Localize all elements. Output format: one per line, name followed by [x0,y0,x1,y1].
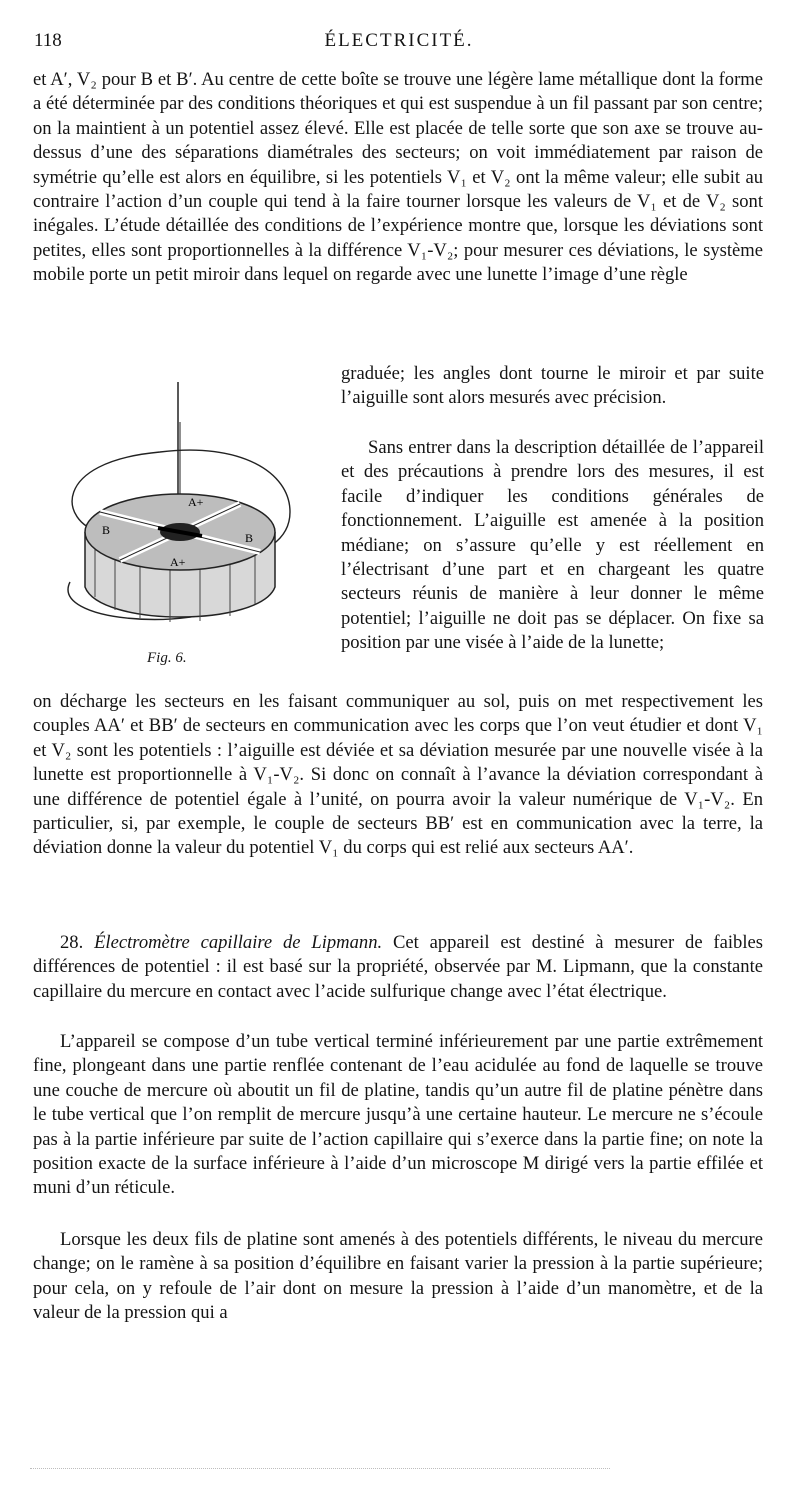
section-title: Électromètre capillaire de Lipmann. [94,932,383,953]
section-text: Cet appareil est destiné à mesurer de faibles différences de potentiel : il est basé sur la propriété, observée par M. Lipmann, que la constante capillaire du mercure en contact avec l’acide sulfurique change avec l’état électrique. [33,932,763,1002]
label-b-left: B [102,523,111,537]
paragraph-lorsque: Lorsque les deux fils de platine sont amenés à des potentiels différents, le niveau du mercure change; on le ramène à sa position d’équilibre en faisant varier la pression à la partie supérieure; pour cela, on y refoule de l’air dont on mesure la pression à l’aide d’un manomètre, et de la valeur de la pression qui a [33,1229,763,1324]
figure-caption: Fig. 6. [147,650,187,666]
figure-electrometer [40,382,310,672]
page-number: 118 [34,30,62,51]
paragraph-description: Sans entrer dans la description détaillée de l’appareil et des précautions à prendre lors des mesures, il est facile d’indiquer les conditions générales de fonctionnement. L’aiguille est amenée à la position médiane; on s’assure qu’elle y est réellement en l’électrisant d’une part et en chargeant les quatre secteurs réunis de manière à leur donner le même potentiel; l’aiguille ne doit pas se déplacer. On fixe sa position par une visée à l’aide de la lunette; [341,437,764,654]
page-header [34,30,764,54]
paragraph-appareil: L’appareil se compose d’un tube vertical terminé inférieurement par une partie extrêmement fine, plongeant dans une partie renflée contenant de l’eau acidulée au fond de laquelle se trouve une couche de mercure où aboutit un fil de platine, tandis qu’un autre fil de platine pénètre dans le tube vertical que l’on remplit de mercure jusqu’à une certaine hauteur. Le mercure ne s’écoule pas à la partie inférieure par suite de l’action capillaire qui s’exerce dans la partie fine; on note la position exacte de la surface inférieure à l’aide d’un microscope M dirigé vers la partie effilée et muni d’un réticule. [33,1031,763,1199]
paragraph-continuation: et A′, V₂ pour B et B′. Au centre de cette boîte se trouve une légère lame métallique dont la forme a été déterminée par des conditions théoriques et qui est suspendue à un fil passant par son centre; on la maintient à un potentiel assez élevé. Elle est placée de telle sorte que son axe se trouve au-dessus d’une des séparations diamétrales des secteurs; on voit immédiatement par raison de symétrie qu’elle est alors en équilibre, si les potentiels V₁ et V₂ ont la même valeur; elle subit au contraire l’action d’un couple qui tend à la faire tourner lorsque les valeurs de V₁ et de V₂ sont inégales. L’étude détaillée des conditions de l’expérience montre que, lorsque les déviations sont petites, elles sont proportionnelles à la différence V₁-V₂; pour mesurer ces déviations, le système mobile porte un petit miroir dans lequel on regarde avec une lunette l’image d’une règle [33,69,763,286]
scan-footer-noise [30,1468,610,1471]
paragraph-decharge: on décharge les secteurs en les faisant communiquer au sol, puis on met respectivement les couples AA′ et BB′ de secteurs en communication avec les corps que l’on veut étudier et dont V₁ et V₂ sont les potentiels : l’aiguille est déviée et sa déviation mesurée par une nouvelle visée à la lunette est proportionnelle à V₁-V₂. Si donc on connaît à l’avance la déviation correspondant à une différence de potentiel égale à l’unité, on pourra avoir la valeur numérique de V₁-V₂. En particulier, si, par exemple, le couple de secteurs BB′ est en communication avec la terre, la déviation donne la valeur du potentiel V₁ du corps qui est relié aux secteurs AA′. [33,691,763,859]
label-a-bottom: A+ [170,555,186,569]
label-b-right: B [245,531,254,545]
label-a-top: A+ [188,495,204,509]
paragraph-lipmann [33,931,763,1004]
section-number: 28. [60,932,84,953]
paragraph-graduee: graduée; les angles dont tourne le miroir et par suite l’aiguille sont alors mesurés avec précision. [341,363,764,409]
electrometer-illustration [40,382,310,642]
running-title: ÉLECTRICITÉ. [324,30,474,51]
